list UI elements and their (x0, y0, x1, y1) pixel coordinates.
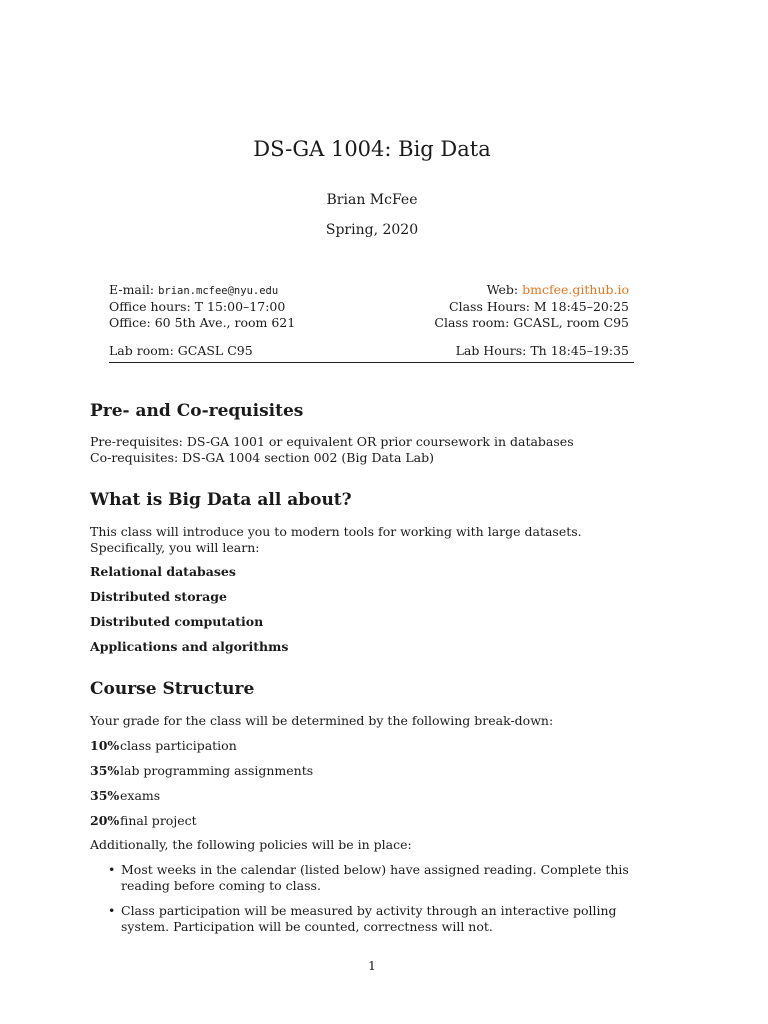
grade-item (90, 813, 197, 828)
page-number: 1 (368, 958, 376, 973)
grade-label: exams (120, 788, 161, 803)
office-location: Office: 60 5th Ave., room 621 (109, 315, 296, 330)
class-hours: Class Hours: M 18:45–20:25 (449, 299, 629, 314)
email-entry (109, 282, 278, 299)
email-address[interactable]: brian.mcfee@nyu.edu (158, 285, 279, 297)
term: Spring, 2020 (325, 222, 419, 238)
web-label: Web: (486, 282, 519, 297)
contact-block (109, 282, 629, 331)
grade-item (90, 788, 160, 803)
info-row-hours (109, 299, 629, 315)
policy-item (90, 862, 660, 894)
info-row-lab (109, 343, 629, 359)
topic-item: Distributed storage (90, 589, 227, 604)
prereq-heading: Pre- and Co-requisites (90, 401, 304, 421)
grade-percent: 35% (90, 788, 120, 803)
class-room: Class room: GCASL, room C95 (434, 315, 629, 330)
prerequisites-line: Pre-requisites: DS-GA 1001 or equivalent OR prior coursework in databases (90, 434, 574, 449)
web-entry (487, 282, 629, 299)
about-heading: What is Big Data all about? (90, 490, 352, 510)
topic-item: Distributed computation (90, 614, 264, 629)
info-row-rooms (109, 315, 629, 331)
grade-item (90, 738, 237, 753)
web-link[interactable]: bmcfee.github.io (522, 282, 629, 297)
grade-item (90, 763, 313, 778)
email-label: E-mail: (109, 282, 155, 297)
info-row-email-web (109, 282, 629, 299)
document-title: DS-GA 1004: Big Data (253, 137, 491, 161)
grade-label: lab programming assignments (120, 763, 314, 778)
bullet-icon: • (108, 903, 116, 918)
topic-item: Relational databases (90, 564, 236, 579)
about-intro: This class will introduce you to modern tools for working with large datasets. Specifically, you will learn: (90, 524, 582, 555)
policy-text: Most weeks in the calendar (listed below) have assigned reading. Complete this reading before coming to class. (121, 862, 629, 893)
lab-block (109, 343, 629, 359)
grade-percent: 20% (90, 813, 120, 828)
grade-label: final project (120, 813, 197, 828)
policy-item (90, 903, 660, 935)
prereq-text (90, 434, 660, 466)
grade-label: class participation (120, 738, 237, 753)
policies-intro: Additionally, the following policies will be in place: (90, 837, 412, 852)
topic-item: Applications and algorithms (90, 639, 289, 654)
corequisites-line: Co-requisites: DS-GA 1004 section 002 (Big Data Lab) (90, 450, 435, 465)
structure-intro: Your grade for the class will be determined by the following break-down: (90, 713, 554, 728)
author-name: Brian McFee (326, 192, 418, 208)
policies-list (90, 862, 660, 944)
bullet-icon: • (108, 862, 116, 877)
lab-room: Lab room: GCASL C95 (109, 343, 253, 358)
policy-text: Class participation will be measured by activity through an interactive polling system. Participation will be counted, correctness will not. (121, 903, 617, 934)
header-divider (109, 362, 634, 363)
grade-percent: 35% (90, 763, 120, 778)
grade-percent: 10% (90, 738, 120, 753)
lab-hours: Lab Hours: Th 18:45–19:35 (455, 343, 629, 358)
structure-heading: Course Structure (90, 679, 255, 699)
office-hours: Office hours: T 15:00–17:00 (109, 299, 286, 314)
